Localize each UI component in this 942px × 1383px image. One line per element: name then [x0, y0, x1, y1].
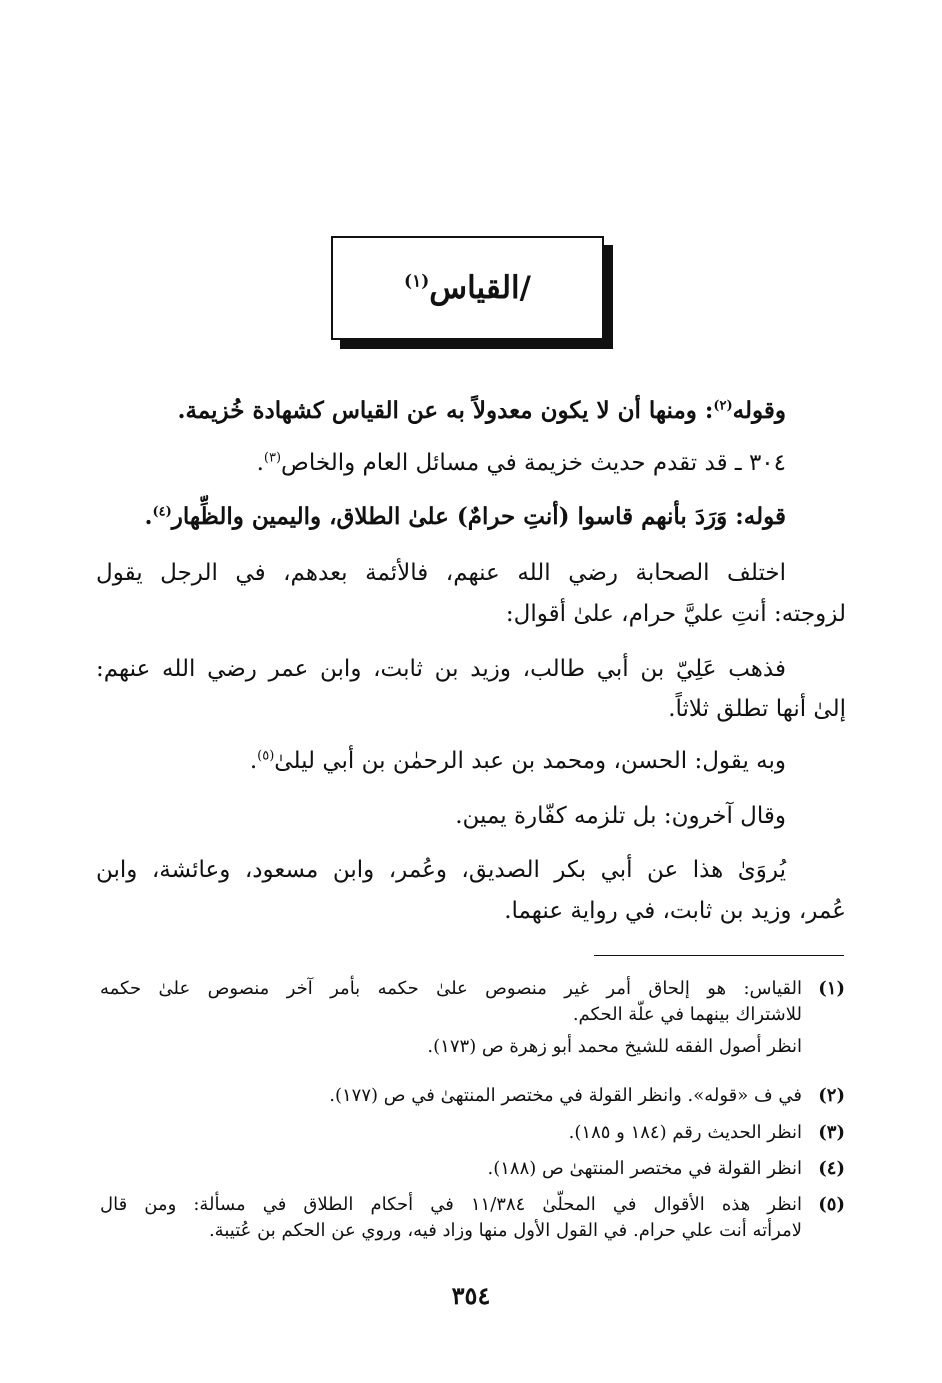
footnote-2-number: (٢) [818, 1085, 845, 1106]
footnote-1-number: (١) [818, 978, 845, 999]
chapter-title-footnote-marker: (١) [404, 271, 430, 292]
footnote-5-line-2: لامرأته أنت علي حرام. في القول الأول منها وزاد فيه، وروي عن الحكم بن عُتيبة. [208, 1220, 802, 1241]
footnote-4-number: (٤) [818, 1158, 845, 1179]
footnote-separator [594, 955, 844, 956]
paragraph-2 [96, 448, 846, 478]
paragraph-3 [96, 502, 846, 532]
footnote-2 [100, 1083, 845, 1109]
chapter-title-text: /القياس [429, 270, 531, 306]
footnote-2-line-1: في ف «قوله». وانظر القولة في مختصر المنتهىٰ في ص (١٧٧). [329, 1085, 802, 1106]
footnote-4 [100, 1156, 845, 1182]
paragraph-5-line-1: فذهب عَلِيّ بن أبي طالب، وزيد بن ثابت، وابن عمر رضي الله عنهم: [96, 656, 786, 682]
footnote-3-number: (٣) [818, 1122, 845, 1143]
paragraph-5-line-2: إلىٰ أنها تطلق ثلاثاً. [668, 696, 846, 722]
p3-footnote-marker: (٤) [152, 504, 172, 520]
paragraph-4-line-2: لزوجته: أنتِ عليَّ حرام، علىٰ أقوال: [505, 601, 846, 627]
p1-text-b: : ومنها أن لا يكون معدولاً به عن القياس كشهادة خُزيمة. [177, 397, 714, 424]
paragraph-8-line-2: عُمر، وزيد بن ثابت، في رواية عنهما. [504, 898, 846, 924]
footnote-1 [100, 976, 845, 1060]
footnote-5-number: (٥) [818, 1194, 845, 1215]
paragraph-1-line-1 [96, 396, 846, 426]
p6-footnote-marker: (٥) [257, 748, 275, 764]
footnote-3 [100, 1120, 845, 1146]
p3-end: . [144, 503, 153, 530]
footnote-1-line-2: للاشتراك بينهما في علّة الحكم. [572, 1004, 802, 1025]
p1-text-a: وقوله [732, 397, 786, 424]
paragraph-8-line-1: يُروَىٰ هذا عن أبي بكر الصديق، وعُمر، وابن مسعود، وعائشة، وابن [96, 857, 786, 883]
p2-footnote-marker: (٣) [263, 450, 282, 466]
footnote-4-line-1: انظر القولة في مختصر المنتهىٰ ص (١٨٨). [487, 1158, 802, 1179]
paragraph-7: وقال آخرون: بل تلزمه كفّارة يمين. [455, 803, 786, 829]
body-text [96, 396, 846, 936]
chapter-title-box [331, 236, 604, 340]
p6-text: وبه يقول: الحسن، ومحمد بن عبد الرحمٰن بن أبي ليلىٰ [274, 748, 786, 774]
paragraph-6 [96, 746, 846, 776]
p6-end: . [249, 748, 258, 774]
p2-end: . [256, 450, 264, 476]
footnote-1-line-1: القياس: هو إلحاق أمر غير منصوص علىٰ حكمه بأمر آخر منصوص علىٰ حكمه [100, 978, 802, 999]
p2-text: ٣٠٤ ـ قد تقدم حديث خزيمة في مسائل العام والخاص [281, 450, 786, 476]
footnote-5-line-1: انظر هذه الأقوال في المحلّىٰ ١١/٣٨٤ في أحكام الطلاق في مسألة: ومن قال [100, 1194, 802, 1215]
p1-footnote-marker: (٢) [713, 398, 733, 414]
footnote-1-line-3: انظر أصول الفقه للشيخ محمد أبو زهرة ص (١٧٣). [427, 1036, 802, 1057]
footnote-3-line-1: انظر الحديث رقم (١٨٤ و ١٨٥). [568, 1122, 802, 1143]
p3-text: قوله: وَرَدَ بأنهم قاسوا (أنتِ حرامٌ) علىٰ الطلاق، واليمين والظِّهار [171, 503, 786, 530]
page-number: ٣٥٤ [451, 1281, 491, 1310]
chapter-title [404, 270, 531, 306]
paragraph-4-line-1: اختلف الصحابة رضي الله عنهم، فالأئمة بعدهم، في الرجل يقول [96, 560, 786, 586]
footnote-5 [100, 1192, 845, 1244]
